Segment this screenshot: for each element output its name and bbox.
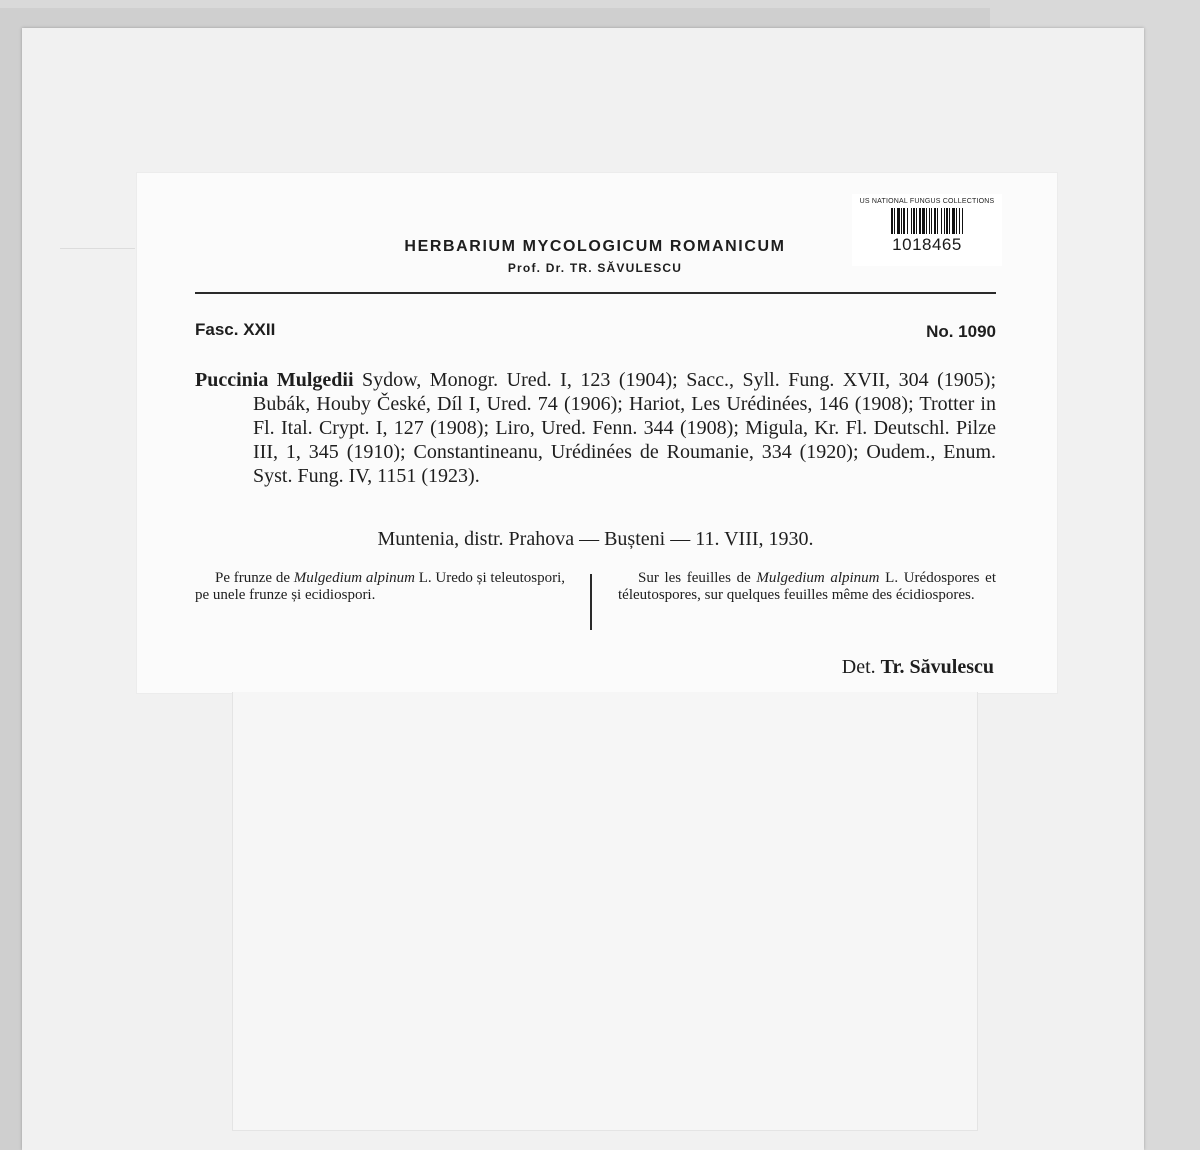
fascicle-number: Fasc. XXII xyxy=(195,320,276,339)
host-note-ro-suffix: L. Uredo și teleutospori, pe unele frunze și ecidiospori. xyxy=(195,570,566,603)
exsiccata-number: No. 1090 xyxy=(926,322,996,341)
envelope-flap-edge xyxy=(60,248,135,249)
header-rule xyxy=(195,292,996,294)
herbarium-subtitle: Prof. Dr. TR. SĂVULESCU xyxy=(507,261,683,275)
barcode-bars xyxy=(858,208,996,234)
host-note-french xyxy=(618,570,996,604)
barcode-label xyxy=(852,194,1002,266)
taxon-name: Puccinia Mulgedii xyxy=(195,369,354,391)
host-note-romanian xyxy=(195,570,565,604)
barcode-institution: US NATIONAL FUNGUS COLLECTIONS xyxy=(859,198,995,205)
host-name-fr: Mulgedium alpinum xyxy=(756,570,880,586)
determiner-prefix: Det. xyxy=(841,656,876,678)
collection-locality: Muntenia, distr. Prahova — Bușteni — 11. VIII, 1930. xyxy=(377,528,814,550)
taxon-citation xyxy=(195,368,996,488)
host-note-fr-prefix: Sur les feuilles de xyxy=(638,570,751,586)
host-note-ro-prefix: Pe frunze de xyxy=(215,570,290,586)
herbarium-title: HERBARIUM MYCOLOGICUM ROMANICUM xyxy=(404,238,786,255)
envelope-lower-panel xyxy=(232,692,978,1131)
host-note-fr-suffix: L. Urédospores et téleutospores, sur quelques feuilles même des écidiospores. xyxy=(618,570,996,603)
herbarium-header xyxy=(340,238,850,275)
barcode-stripe xyxy=(963,208,964,234)
determiner-line xyxy=(842,656,994,679)
column-divider xyxy=(590,574,592,630)
barcode-number: 1018465 xyxy=(892,235,962,254)
host-name-ro: Mulgedium alpinum xyxy=(293,570,415,586)
citation-text: Sydow, Monogr. Ured. I, 123 (1904); Sacc., Syll. Fung. XVII, 304 (1905); Bubák, Houby České, Díl I, Ured. 74 (1906); Hariot, Les Urédinées, 146 (1908); Trotter in Fl. Ital. Crypt. I, 127 (1908); Liro, Ured. Fenn. 344 (1908); Migula, Kr. Fl. Deutschl. Pilze III, 1, 345 (1910); Constantineanu, Urédinées de Roumanie, 334 (1920); Oudem., Enum. Syst. Fung. IV, 1151 (1923). xyxy=(253,369,996,487)
determiner-name: Tr. Săvulescu xyxy=(880,656,994,678)
